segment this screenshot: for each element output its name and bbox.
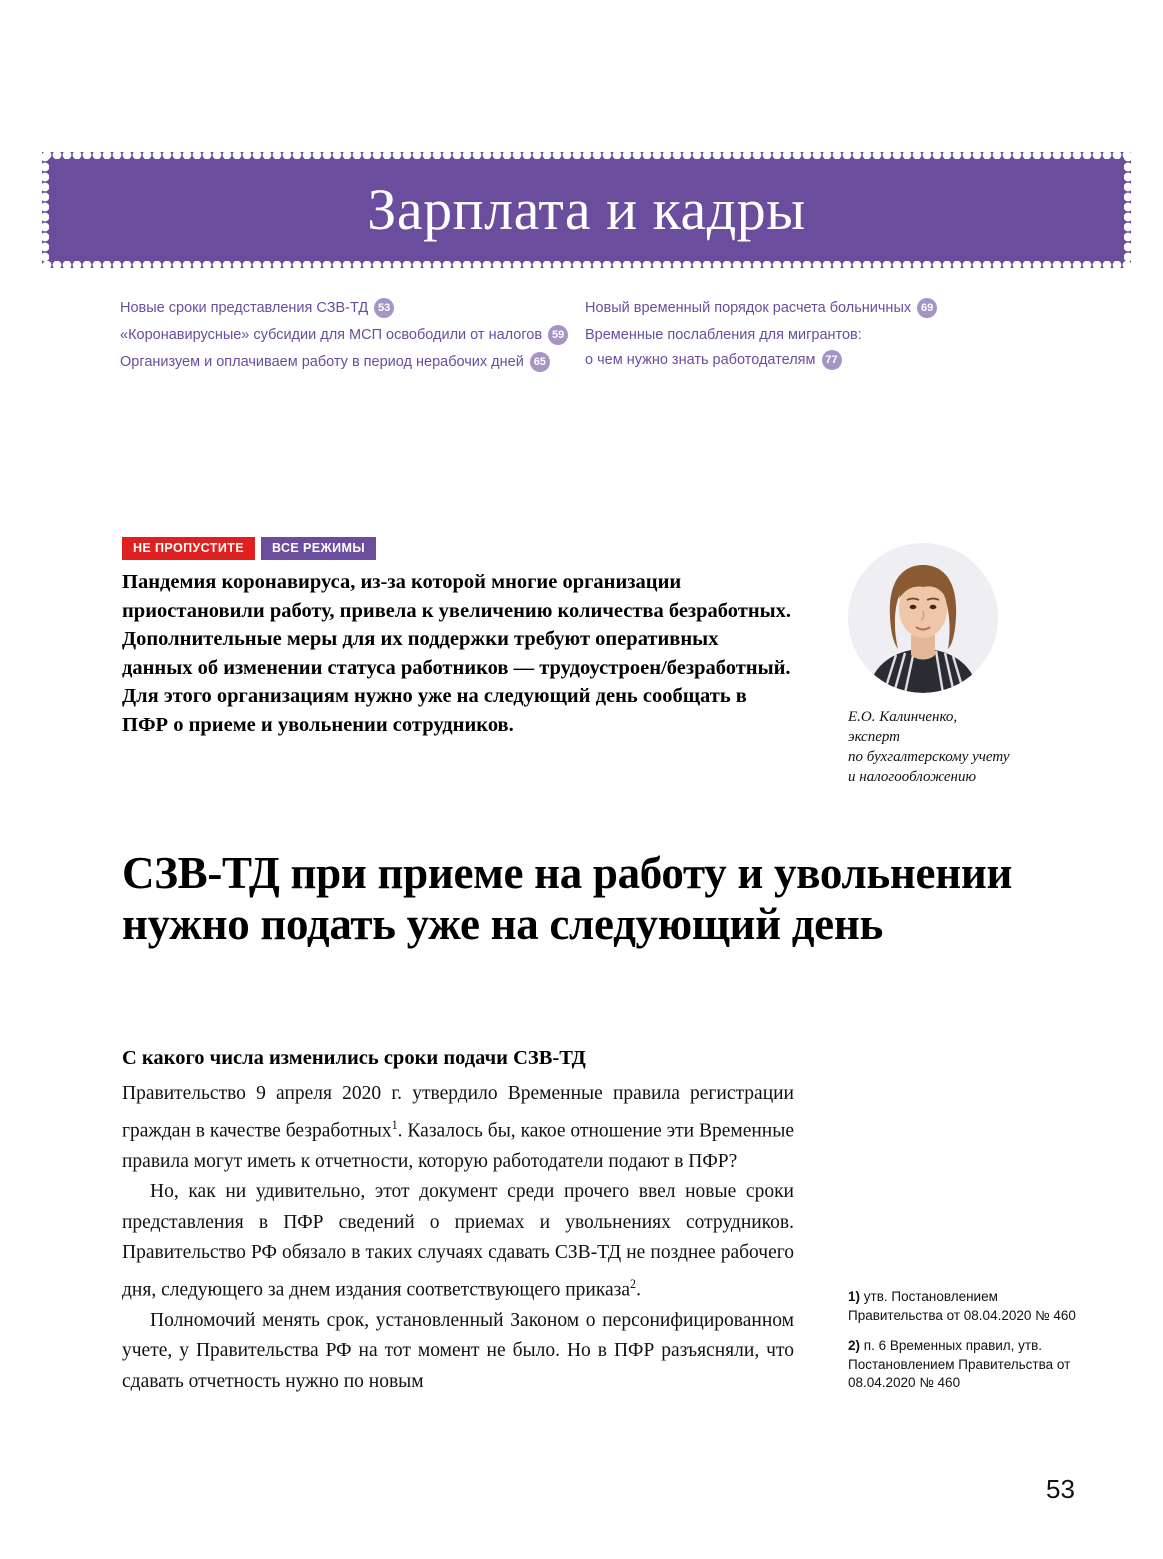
toc-entry[interactable] <box>120 296 585 321</box>
toc-column-right <box>585 296 1050 377</box>
section-title: Зарплата и кадры <box>367 177 806 242</box>
toc-entry-page: 69 <box>917 298 937 318</box>
toc-entry[interactable] <box>120 350 585 375</box>
footnote-item <box>848 1337 1083 1393</box>
toc-entry-label: Новые сроки представления СЗВ-ТД <box>120 300 369 316</box>
toc-entry-page: 53 <box>374 298 394 318</box>
article-body <box>122 1079 794 1397</box>
footnote-marker: 2) <box>848 1338 861 1353</box>
tag-regime: ВСЕ РЕЖИМЫ <box>261 537 376 560</box>
author-name: Е.О. Калинченко, <box>848 709 958 725</box>
toc-entry-label: о чем нужно знать работодателям <box>585 352 816 368</box>
toc-entry[interactable] <box>585 296 1050 321</box>
scallop-edge-top <box>42 151 1131 159</box>
author-portrait-icon <box>848 543 998 693</box>
banner-background <box>42 152 1131 268</box>
paragraph-text: Правительство 9 апреля 2020 г. утвердило Временные правила регистрации граждан в качестве безработных <box>122 1083 794 1141</box>
body-paragraph: Полномочий менять срок, установленный Законом о персонифицированном учете, у Правительства РФ на тот момент не было. Но в ПФР разъясняли, что сдавать отчетность нужно по новым <box>122 1309 794 1392</box>
avatar <box>848 543 998 693</box>
section-banner <box>42 152 1131 268</box>
toc-entry-label: Организуем и оплачиваем работу в период нерабочих дней <box>120 354 524 370</box>
article-tags <box>122 537 376 560</box>
article-headline: СЗВ-ТД при приеме на работу и увольнении нужно подать уже на следующий день <box>122 848 1013 950</box>
toc-entry[interactable] <box>585 323 1050 348</box>
toc-entry-label: «Коронавирусные» субсидии для МСП освободили от налогов <box>120 327 543 343</box>
toc-entry-page: 65 <box>530 352 550 372</box>
footnote-ref[interactable]: 1 <box>391 1117 398 1132</box>
footnote-text: п. 6 Временных правил, утв. Постановлением Правительства от 08.04.2020 № 460 <box>848 1338 1071 1390</box>
table-of-contents <box>120 296 1050 377</box>
toc-entry-page: 59 <box>548 325 568 345</box>
footnote-text: утв. Постановлением Правительства от 08.04.2020 № 460 <box>848 1289 1076 1323</box>
article-subheading: С какого числа изменились сроки подачи СЗВ-ТД <box>122 1047 586 1069</box>
paragraph-text: . Казалось бы, какое отношение эти Временные правила могут иметь к отчетности, которую работодатели подают в ПФР? <box>122 1120 794 1172</box>
scallop-edge-left <box>41 152 49 268</box>
author-role: эксперт <box>848 729 901 745</box>
paragraph-text: . <box>636 1279 641 1300</box>
article-lead: Пандемия коронавируса, из-за которой многие организации приостановили работу, привела к увеличению количества безработных. Дополнительные меры для их поддержки требуют оперативных данных об изменении статуса работников — трудоустроен/безработный. Для этого организациям нужно уже на следующий день сообщать в ПФР о приеме и увольнении сотрудников. <box>122 571 792 736</box>
toc-entry-page: 77 <box>822 350 842 370</box>
body-paragraph <box>122 1177 794 1306</box>
page-number: 53 <box>1046 1474 1075 1504</box>
footnote-marker: 1) <box>848 1289 861 1304</box>
paragraph-text: Но, как ни удивительно, этот документ среди прочего ввел новые сроки представления в ПФР сведений о приемах и увольнениях сотрудников. Правительство РФ обязало в таких случаях сдавать СЗВ-ТД не позднее рабочего дня, следующего за днем издания соответствующего приказа <box>122 1181 794 1300</box>
tag-alert: НЕ ПРОПУСТИТЕ <box>122 537 255 560</box>
toc-entry[interactable] <box>120 323 585 348</box>
scallop-edge-right <box>1124 152 1132 268</box>
author-block <box>848 543 1078 787</box>
author-field-line1: по бухгалтерскому учету <box>848 749 1010 765</box>
author-caption <box>848 707 1078 787</box>
toc-column-left <box>120 296 585 377</box>
body-paragraph <box>122 1079 794 1177</box>
toc-entry-label: Новый временный порядок расчета больничных <box>585 300 912 316</box>
footnote-ref[interactable]: 2 <box>630 1276 637 1291</box>
toc-entry[interactable] <box>585 348 1050 373</box>
toc-entry-label: Временные послабления для мигрантов: <box>585 327 862 343</box>
footnote-item <box>848 1288 1083 1325</box>
footnotes <box>848 1288 1083 1405</box>
scallop-edge-bottom <box>42 261 1131 269</box>
author-field-line2: и налогообложению <box>848 769 977 785</box>
